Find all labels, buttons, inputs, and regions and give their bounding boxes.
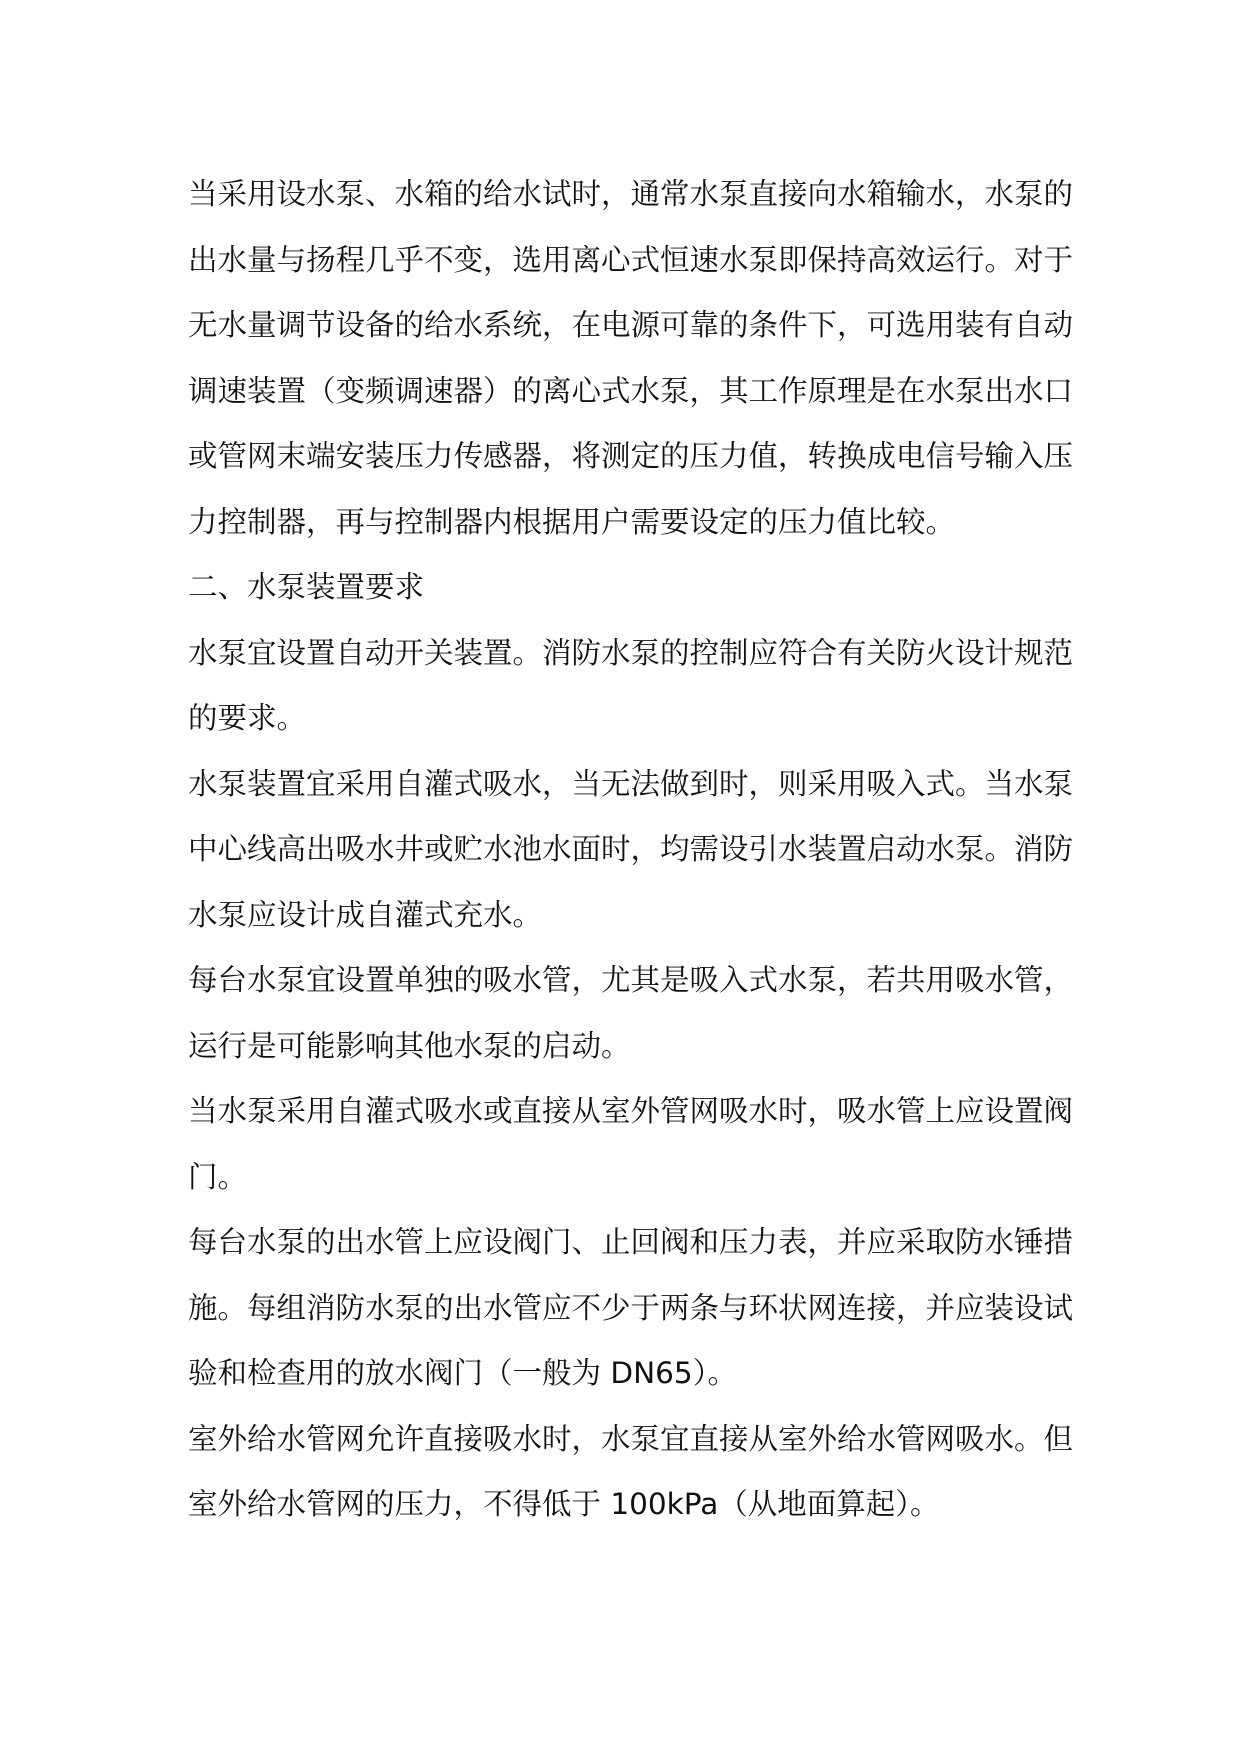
paragraph-pump-selection: 当采用设水泵、水箱的给水试时，通常水泵直接向水箱输水，水泵的出水量与扬程几乎不变，选用离心式恒速水泵即保持高效运行。对于无水量调节设备的给水系统，在电源可靠的条件下，可选用装有自动调速装置（变频调速器）的离心式水泵，其工作原理是在水泵出水口或管网末端安装压力传感器，将测定的压力值，转换成电信号输入压力控制器，再与控制器内根据用户需要设定的压力值比较。 bbox=[188, 177, 1074, 539]
paragraph-outdoor-network: 室外给水管网允许直接吸水时，水泵宜直接从室外给水管网吸水。但室外给水管网的压力，不得低于 100kPa（从地面算起）。 bbox=[188, 1421, 1074, 1521]
paragraph-suction-pipe: 每台水泵宜设置单独的吸水管，尤其是吸入式水泵，若共用吸水管，运行是可能影响其他水泵的启动。 bbox=[188, 963, 1074, 1063]
paragraph-suction-valve: 当水泵采用自灌式吸水或直接从室外管网吸水时，吸水管上应设置阀门。 bbox=[188, 1094, 1074, 1194]
paragraph-outlet-pipe: 每台水泵的出水管上应设阀门、止回阀和压力表，并应采取防水锤措施。每组消防水泵的出水管应不少于两条与环状网连接，并应装设试验和检查用的放水阀门（一般为 DN65）。 bbox=[188, 1225, 1074, 1390]
paragraph-auto-switch: 水泵宜设置自动开关装置。消防水泵的控制应符合有关防火设计规范的要求。 bbox=[188, 635, 1074, 735]
section-heading-pump-requirements: 二、水泵装置要求 bbox=[188, 570, 425, 604]
paragraph-self-priming: 水泵装置宜采用自灌式吸水，当无法做到时，则采用吸入式。当水泵中心线高出吸水井或贮水池水面时，均需设引水装置启动水泵。消防水泵应设计成自灌式充水。 bbox=[188, 766, 1074, 932]
document-page bbox=[188, 162, 1093, 1538]
